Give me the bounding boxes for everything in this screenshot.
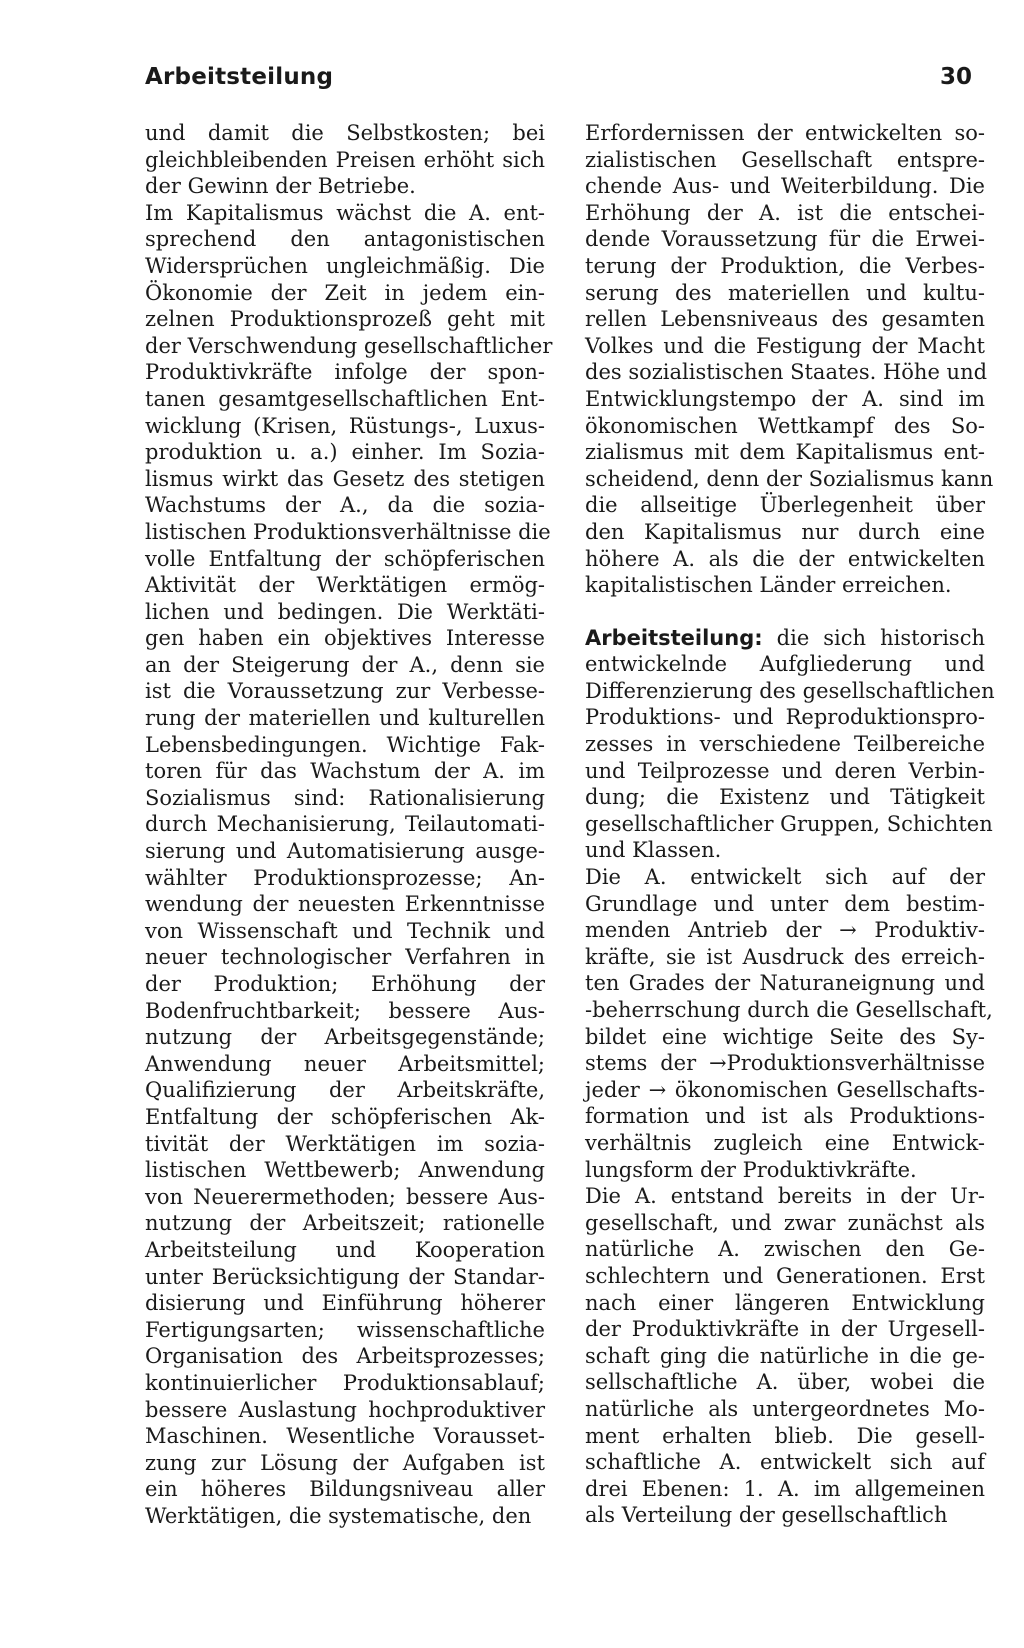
text-line: lungsform der Produktivkräfte.: [585, 1157, 917, 1182]
text-line: Produktions- und Reproduktionspro-: [585, 705, 985, 730]
text-line: Erfordernissen der entwickelten so-: [585, 121, 985, 145]
text-line: serung des materiellen und kultu-: [585, 280, 985, 305]
text-line: ist die Voraussetzung zur Verbesse-: [145, 679, 545, 704]
text-line: scheidend, denn der Sozialismus kann: [585, 466, 994, 491]
text-line: Qualifizierung der Arbeitskräfte,: [145, 1078, 545, 1103]
text-line: formation und ist als Produktions-: [585, 1104, 985, 1129]
text-line: volle Entfaltung der schöpferischen: [145, 546, 545, 571]
text-line: von Wissenschaft und Technik und: [145, 918, 545, 943]
text-line: an der Steigerung der A., denn sie: [145, 652, 545, 677]
text-line: ment erhalten blieb. Die gesell-: [585, 1423, 985, 1448]
text-line: unter Berücksichtigung der Standar-: [145, 1264, 545, 1289]
text-line: gleichbleibenden Preisen erhöht sich: [145, 147, 545, 172]
text-line: verhältnis zugleich eine Entwick-: [585, 1130, 985, 1155]
text-line: tanen gesamtgesellschaftlichen Ent-: [145, 386, 545, 411]
text-line: Wachstums der A., da die sozia-: [145, 493, 545, 518]
right-column-continued-entry: [585, 120, 994, 599]
text-line: produktion u. a.) einher. Im Sozia-: [145, 440, 545, 465]
text-line: sellschaftliche A. über, wobei die: [585, 1370, 985, 1395]
text-line: und Teilprozesse und deren Verbin-: [585, 758, 985, 783]
text-line: und damit die Selbstkosten; bei: [145, 121, 545, 145]
text-line: tivität der Werktätigen im sozia-: [145, 1131, 545, 1156]
text-line: die allseitige Überlegenheit über: [585, 493, 985, 518]
text-line: natürliche als untergeordnetes Mo-: [585, 1396, 985, 1421]
text-line: drei Ebenen: 1. A. im allgemeinen: [585, 1476, 985, 1501]
text-line: Werktätigen, die systematische, den: [145, 1503, 532, 1528]
text-line: menden Antrieb der → Produktiv-: [585, 918, 985, 943]
text-line: ökonomischen Wettkampf des So-: [585, 413, 985, 438]
text-line: disierung und Einführung höherer: [145, 1291, 545, 1316]
entry-headword: Arbeitsteilung:: [585, 625, 763, 650]
text-line: gen haben ein objektives Interesse: [145, 626, 545, 651]
text-line: listischen Wettbewerb; Anwendung: [145, 1158, 545, 1183]
text-line: bildet eine wichtige Seite des Sy-: [585, 1024, 985, 1049]
text-line: den Kapitalismus nur durch eine: [585, 519, 985, 544]
text-line: wicklung (Krisen, Rüstungs-, Luxus-: [145, 413, 545, 438]
text-line: terung der Produktion, die Verbes-: [585, 253, 985, 278]
text-line: und Klassen.: [585, 838, 722, 863]
text-line: Arbeitsteilung und Kooperation: [145, 1237, 545, 1262]
text-line: zesses in verschiedene Teilbereiche: [585, 732, 985, 757]
text-line: Bodenfruchtbarkeit; bessere Aus-: [145, 998, 545, 1023]
text-line: sierung und Automatisierung ausge-: [145, 839, 545, 864]
left-text-column: [145, 120, 553, 1529]
text-line: lismus wirkt das Gesetz des stetigen: [145, 466, 545, 491]
text-line: zialismus mit dem Kapitalismus ent-: [585, 440, 985, 465]
text-line: Sozialismus sind: Rationalisierung: [145, 785, 545, 810]
text-line: listischen Produktionsverhältnisse die: [145, 519, 551, 544]
text-line: des sozialistischen Staates. Höhe und: [585, 360, 988, 385]
text-line: Die A. entwickelt sich auf der: [585, 865, 985, 890]
text-line: sprechend den antagonistischen: [145, 227, 545, 252]
text-line: ein höheres Bildungsniveau aller: [145, 1477, 545, 1502]
text-line: jeder → ökonomischen Gesellschafts-: [585, 1077, 985, 1102]
text-line: rung der materiellen und kulturellen: [145, 706, 545, 731]
text-line: schaftliche A. entwickelt sich auf: [585, 1450, 985, 1475]
text-line: Differenzierung des gesellschaftlichen: [585, 678, 995, 703]
text-line: der Gewinn der Betriebe.: [145, 174, 416, 199]
text-line: der Produktion; Erhöhung der: [145, 972, 545, 996]
page-number: 30: [940, 64, 973, 90]
text-line: schlechtern und Generationen. Erst: [585, 1263, 985, 1288]
text-line: Ökonomie der Zeit in jedem ein-: [145, 280, 545, 305]
text-line: zialistischen Gesellschaft entspre-: [585, 147, 985, 172]
text-line: dende Voraussetzung für die Erwei-: [585, 227, 985, 252]
text-line: toren für das Wachstum der A. im: [145, 759, 545, 784]
text-line: lichen und bedingen. Die Werktäti-: [145, 599, 545, 624]
text-line: der Produktivkräfte in der Urgesell-: [585, 1317, 985, 1342]
text-line: wählter Produktionsprozesse; An-: [145, 865, 545, 890]
text-line: durch Mechanisierung, Teilautomati-: [145, 812, 545, 837]
text-line: Erhöhung der A. ist die entschei-: [585, 200, 985, 225]
text-line: kräfte, sie ist Ausdruck des erreich-: [585, 944, 985, 969]
text-line: Volkes und die Festigung der Macht: [585, 333, 985, 358]
running-header-title: Arbeitsteilung: [145, 64, 334, 90]
text-line: ten Grades der Naturaneignung und: [585, 971, 985, 996]
text-line: Anwendung neuer Arbeitsmittel;: [145, 1051, 545, 1076]
text-line: zelnen Produktionsprozeß geht mit: [145, 307, 545, 332]
text-line: Maschinen. Wesentliche Vorausset-: [145, 1424, 545, 1449]
text-line: Entwicklungstempo der A. sind im: [585, 386, 985, 411]
text-line: nutzung der Arbeitsgegenstände;: [145, 1025, 545, 1050]
text-line: höhere A. als die der entwickelten: [585, 546, 985, 571]
text-line: bessere Auslastung hochproduktiver: [145, 1397, 545, 1422]
text-line: Grundlage und unter dem bestim-: [585, 891, 985, 916]
text-line: Im Kapitalismus wächst die A. ent-: [145, 200, 545, 225]
entry-first-line: [585, 625, 985, 652]
text-line: stems der →Produktionsverhältnisse: [585, 1051, 985, 1076]
text-line: Organisation des Arbeitsprozesses;: [145, 1344, 545, 1369]
text-line: von Neuerermethoden; bessere Aus-: [145, 1184, 545, 1209]
text-line: Lebensbedingungen. Wichtige Fak-: [145, 732, 545, 757]
entry-first-line-text: die sich historisch: [762, 625, 985, 650]
text-line: wendung der neuesten Erkenntnisse: [145, 892, 545, 917]
right-column-entry-body: [585, 651, 995, 1529]
text-line: kontinuierlicher Produktionsablauf;: [145, 1370, 545, 1395]
text-line: Widersprüchen ungleichmäßig. Die: [145, 253, 545, 278]
text-line: Fertigungsarten; wissenschaftliche: [145, 1317, 545, 1342]
text-line: als Verteilung der gesellschaftlich: [585, 1503, 948, 1528]
text-line: Aktivität der Werktätigen ermög-: [145, 573, 545, 598]
text-line: entwickelnde Aufgliederung und: [585, 652, 985, 677]
text-line: Produktivkräfte infolge der spon-: [145, 360, 545, 385]
text-line: kapitalistischen Länder erreichen.: [585, 573, 952, 598]
text-line: zung zur Lösung der Aufgaben ist: [145, 1450, 545, 1475]
text-line: neuer technologischer Verfahren in: [145, 945, 545, 970]
text-line: dung; die Existenz und Tätigkeit: [585, 785, 985, 810]
text-line: nutzung der Arbeitszeit; rationelle: [145, 1211, 545, 1236]
text-line: chende Aus- und Weiterbildung. Die: [585, 174, 985, 199]
text-line: schaft ging die natürliche in die ge-: [585, 1343, 985, 1368]
text-line: natürliche A. zwischen den Ge-: [585, 1237, 985, 1262]
text-line: Entfaltung der schöpferischen Ak-: [145, 1104, 545, 1129]
right-text-column: [585, 120, 995, 1529]
text-line: der Verschwendung gesellschaftlicher: [145, 333, 553, 358]
text-line: -beherrschung durch die Gesellschaft,: [585, 998, 993, 1022]
text-line: gesellschaftlicher Gruppen, Schichten: [585, 811, 993, 836]
text-line: nach einer längeren Entwicklung: [585, 1290, 985, 1315]
text-line: gesellschaft, und zwar zunächst als: [585, 1210, 985, 1235]
text-line: Die A. entstand bereits in der Ur-: [585, 1184, 985, 1209]
paragraph-gap: [585, 599, 985, 625]
text-line: rellen Lebensniveaus des gesamten: [585, 307, 985, 332]
